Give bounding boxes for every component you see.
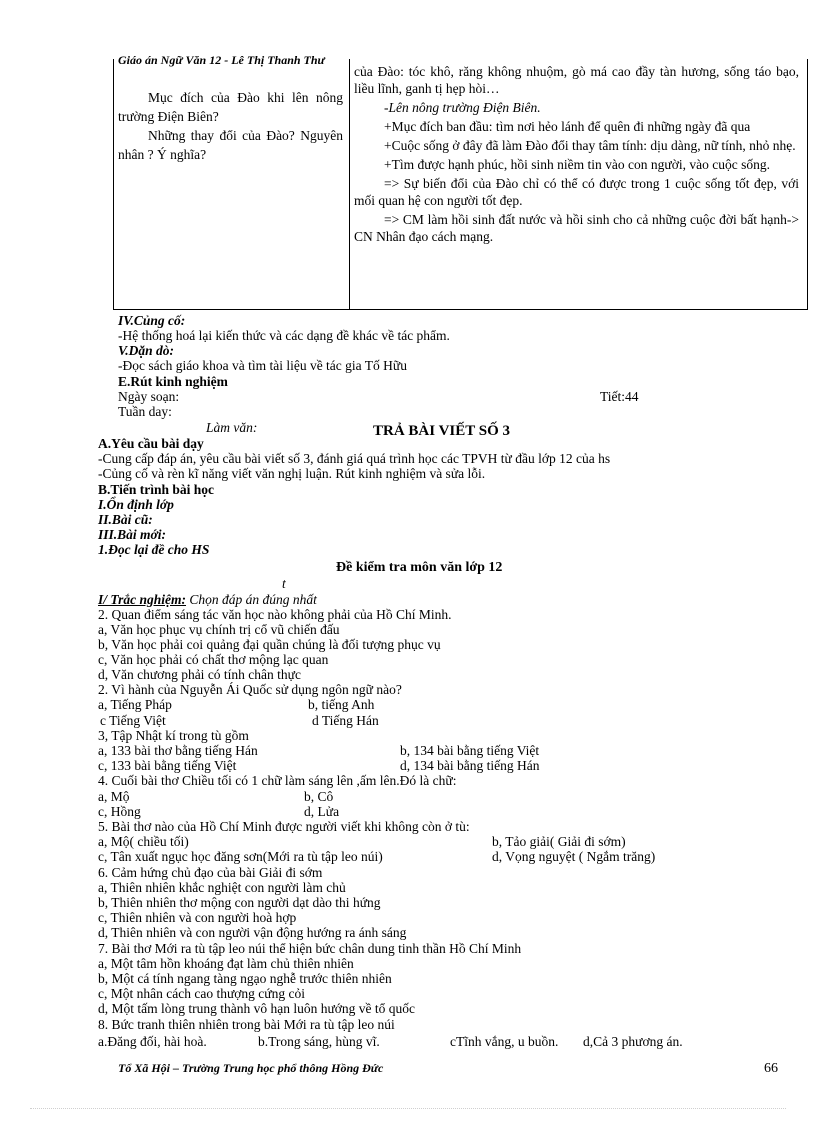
part-1-heading (98, 592, 317, 607)
tuan-day: Tuần day: (118, 404, 172, 419)
section-5-text: -Đọc sách giáo khoa và tìm tài liệu về tác gia Tố Hữu (118, 358, 407, 373)
right-text-1: của Đào: tóc khô, răng không nhuộm, gò má cao đầy tàn hương, sống táo bạo, liều lĩnh, ganh tị hẹp hòi… (354, 64, 799, 96)
answer: a, Thiên nhiên khắc nghiệt con người làm chủ (98, 880, 346, 895)
answer: c, 133 bài bằng tiếng Việt (98, 758, 237, 773)
answer: b, 134 bài bằng tiếng Việt (400, 743, 540, 758)
answer: b, Tảo giải( Giải đi sớm) (492, 834, 626, 849)
part-1-label: I/ Trắc nghiệm: (98, 592, 187, 607)
section-a-item-2: -Củng cố và rèn kĩ năng viết văn nghị luận. Rút kinh nghiệm và sửa lỗi. (98, 466, 486, 481)
step-1: I.Ổn định lớp (98, 497, 174, 512)
answer: d, Một tấm lòng trung thành vô hạn luôn hướng về tổ quốc (98, 1001, 416, 1016)
section-5-title: V.Dặn dò: (118, 343, 175, 358)
answer: a, Mộ( chiều tối) (98, 834, 189, 849)
page-number: 66 (764, 1061, 778, 1076)
section-4-text: -Hệ thống hoá lại kiến thức và các dạng đề khác về tác phẩm. (118, 328, 450, 343)
question-4: 4. Cuối bài thơ Chiều tối có 1 chữ làm sáng lên ,ấm lên.Đó là chữ: (98, 773, 457, 788)
answer: c, Tân xuất ngục học đăng sơn(Mới ra tù tập leo núi) (98, 849, 383, 864)
answer: d, Thiên nhiên và con người vận động hướng ra ánh sáng (98, 925, 407, 940)
question-8: 8. Bức tranh thiên nhiên trong bài Mới ra tù tập leo núi (98, 1017, 395, 1032)
answer: b.Trong sáng, hùng vĩ. (258, 1034, 380, 1049)
answer: b, Văn học phải coi quảng đại quần chúng là đối tượng phục vụ (98, 637, 441, 652)
lesson-title: TRẢ BÀI VIẾT SỐ 3 (373, 423, 510, 439)
question-7: 7. Bài thơ Mới ra tù tập leo núi thể hiện bức chân dung tinh thần Hồ Chí Minh (98, 941, 522, 956)
answer: c, Hồng (98, 804, 141, 819)
table-divider (349, 59, 350, 309)
answer: c, Một nhân cách cao thượng cứng cỏi (98, 986, 305, 1001)
answer: c, Văn học phải có chất thơ mộng lạc quan (98, 652, 329, 667)
tiet-number: Tiết:44 (600, 389, 639, 404)
step-2: II.Bài cũ: (98, 512, 153, 527)
answer: b, Cô (304, 789, 334, 804)
right-text-4: +Cuộc sống ở đây đã làm Đào đổi thay tâm tính: dịu dàng, nữ tính, nhỏ nhẹ. (384, 138, 796, 153)
answer: cTĩnh vắng, u buồn. (450, 1034, 559, 1049)
answer: d, Lửa (304, 804, 340, 819)
answer: c Tiếng Việt (100, 713, 166, 728)
page-footer: Tổ Xã Hội – Trường Trung học phổ thông Hồng Đức (118, 1061, 384, 1075)
answer: d, 134 bài bằng tiếng Hán (400, 758, 540, 773)
answer: a, Mộ (98, 789, 130, 804)
left-question-1: Mục đích của Đào khi lên nông trường Điện Biên? (118, 90, 343, 124)
page-bottom-rule (30, 1108, 786, 1109)
right-text-2: -Lên nông trường Điện Biên. (384, 100, 541, 115)
answer: c, Thiên nhiên và con người hoà hợp (98, 910, 297, 925)
step-4: 1.Đọc lại đề cho HS (98, 542, 210, 557)
answer: b, tiếng Anh (308, 697, 375, 712)
section-a-title: A.Yêu cầu bài dạy (98, 436, 204, 451)
right-text-6: => Sự biến đổi của Đào chỉ có thể có được trong 1 cuộc sống tốt đẹp, với mối quan hệ con người tốt đẹp. (354, 176, 799, 208)
answer: a.Đăng đối, hài hoà. (98, 1034, 207, 1049)
question-2a: 2. Quan điểm sáng tác văn học nào không phải của Hồ Chí Minh. (98, 607, 452, 622)
question-3: 3, Tập Nhật kí trong tù gồm (98, 728, 249, 743)
stray-mark: t (282, 576, 286, 591)
right-text-3: +Mục đích ban đầu: tìm nơi hẻo lánh để quên đi những ngày đã qua (384, 119, 751, 134)
table-right-cell (354, 63, 799, 247)
answer: d Tiếng Hán (312, 713, 379, 728)
answer: a, Văn học phục vụ chính trị cổ vũ chiến đấu (98, 622, 340, 637)
answer: a, Một tâm hồn khoáng đạt làm chủ thiên nhiên (98, 956, 354, 971)
answer: a, 133 bài thơ bằng tiếng Hán (98, 743, 258, 758)
answer: d, Văn chương phải có tính chân thực (98, 667, 301, 682)
section-a-item-1: -Cung cấp đáp án, yêu cầu bài viết số 3, đánh giá quá trình học các TPVH từ đầu lớp 12 của hs (98, 451, 611, 466)
right-text-5: +Tìm được hạnh phúc, hồi sinh niềm tin vào con người, vào cuộc sống. (384, 157, 770, 172)
section-e-title: E.Rút kinh nghiệm (118, 374, 228, 389)
question-5: 5. Bài thơ nào của Hồ Chí Minh được người viết khi không còn ở tù: (98, 819, 470, 834)
question-6: 6. Cảm hứng chủ đạo của bài Giải đi sớm (98, 865, 323, 880)
lam-van: Làm văn: (206, 420, 258, 435)
answer: a, Tiếng Pháp (98, 697, 172, 712)
table-left-cell (118, 88, 343, 164)
right-text-7: => CM làm hồi sinh đất nước và hồi sinh cho cả những cuộc đời bất hạnh-> CN Nhân đạo cách mạng. (354, 212, 799, 244)
answer: b, Một cá tính ngang tàng ngạo nghễ trước thiên nhiên (98, 971, 392, 986)
exam-title: Đề kiểm tra môn văn lớp 12 (336, 560, 503, 575)
answer: b, Thiên nhiên thơ mộng con người dạt dào thi hứng (98, 895, 381, 910)
page-header: Giáo án Ngữ Văn 12 - Lê Thị Thanh Thư (118, 53, 325, 67)
section-b-title: B.Tiến trình bài học (98, 482, 215, 497)
ngay-soan: Ngày soạn: (118, 389, 180, 404)
step-3: III.Bài mới: (98, 527, 167, 542)
part-1-instruction: Chọn đáp án đúng nhất (189, 592, 317, 607)
section-4-title: IV.Củng cố: (118, 313, 186, 328)
answer: d, Vọng nguyệt ( Ngắm trăng) (492, 849, 656, 864)
left-question-2: Những thay đổi của Đào? Nguyên nhân ? Ý nghĩa? (118, 128, 343, 162)
question-2b: 2. Vì hành của Nguyễn Ái Quốc sử dụng ngôn ngữ nào? (98, 682, 402, 697)
answer: d,Cả 3 phương án. (583, 1034, 683, 1049)
